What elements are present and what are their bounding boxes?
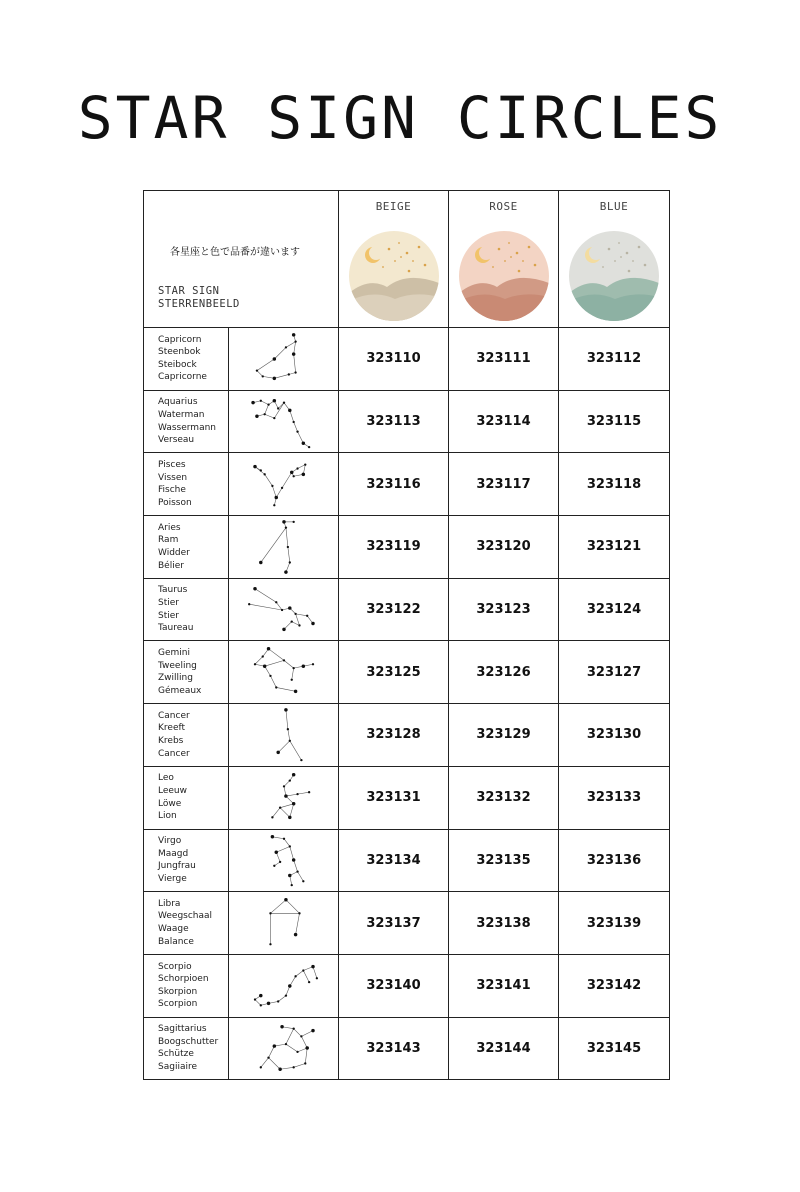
- sign-names-cell: [144, 641, 229, 704]
- sign-name: Stier: [158, 610, 179, 621]
- product-code: 323114: [449, 390, 559, 453]
- constellation-cell: [229, 829, 339, 892]
- product-code: 323138: [449, 892, 559, 955]
- sign-names-cell: [144, 390, 229, 453]
- sign-name: Gemini: [158, 648, 190, 659]
- product-code: 323121: [559, 516, 670, 579]
- sign-names-cell: [144, 578, 229, 641]
- product-code: 323123: [449, 578, 559, 641]
- scorpio-constellation-icon: [234, 957, 334, 1015]
- sign-name: Schorpioen: [158, 974, 209, 985]
- product-code: 323130: [559, 704, 670, 767]
- sign-names-cell: [144, 516, 229, 579]
- product-code: 323143: [339, 1017, 449, 1080]
- sign-name: Zwilling: [158, 673, 193, 684]
- sign-names-cell: [144, 453, 229, 516]
- sign-name: Steibock: [158, 359, 197, 370]
- table-row: [144, 328, 670, 391]
- product-code: 323113: [339, 390, 449, 453]
- header-label-cell: [144, 191, 339, 328]
- rose-circle-image: [459, 231, 549, 321]
- product-code: 323124: [559, 578, 670, 641]
- product-table: [143, 190, 670, 1080]
- sign-name: Widder: [158, 547, 190, 558]
- sign-name: Sagiiaire: [158, 1062, 197, 1072]
- sign-name: Taureau: [158, 623, 194, 634]
- sign-names-cell: [144, 892, 229, 955]
- table-row: [144, 766, 670, 829]
- product-code: 323117: [449, 453, 559, 516]
- sign-names-cell: [144, 704, 229, 767]
- constellation-cell: [229, 704, 339, 767]
- product-code: 323144: [449, 1017, 559, 1080]
- beige-circle-image: [349, 231, 439, 321]
- pisces-constellation-icon: [234, 455, 334, 513]
- aquarius-constellation-icon: [234, 393, 334, 451]
- product-code: 323116: [339, 453, 449, 516]
- taurus-constellation-icon: [234, 581, 334, 639]
- sign-name: Vierge: [158, 873, 187, 884]
- sign-name: Jungfrau: [158, 861, 196, 872]
- product-code: 323140: [339, 954, 449, 1017]
- sign-name: Cancer: [158, 710, 190, 721]
- color-header-blue: [559, 191, 670, 328]
- sign-name: Schütze: [158, 1049, 194, 1060]
- constellation-cell: [229, 954, 339, 1017]
- table-row: [144, 704, 670, 767]
- sign-name: Waterman: [158, 409, 205, 420]
- product-code: 323133: [559, 766, 670, 829]
- blue-circle-image: [569, 231, 659, 321]
- sign-name: Aries: [158, 522, 181, 533]
- product-code: 323137: [339, 892, 449, 955]
- color-name: BLUE: [599, 200, 629, 213]
- color-header-rose: [449, 191, 559, 328]
- sign-name: Scorpio: [158, 961, 192, 972]
- color-name: BEIGE: [375, 200, 412, 213]
- product-code: 323127: [559, 641, 670, 704]
- sign-names-cell: [144, 829, 229, 892]
- product-code: 323115: [559, 390, 670, 453]
- color-header-beige: [339, 191, 449, 328]
- header-row: [144, 191, 670, 328]
- sign-name: Leo: [158, 773, 174, 784]
- constellation-cell: [229, 516, 339, 579]
- sign-name: Vissen: [158, 472, 188, 483]
- product-code: 323132: [449, 766, 559, 829]
- product-code: 323129: [449, 704, 559, 767]
- sign-name: Waage: [158, 924, 189, 935]
- sign-name: Taurus: [158, 585, 188, 596]
- sign-name: Scorpion: [158, 999, 198, 1010]
- table-row: [144, 829, 670, 892]
- sign-names-cell: [144, 1017, 229, 1080]
- constellation-cell: [229, 453, 339, 516]
- product-code: 323112: [559, 328, 670, 391]
- sign-name: Ram: [158, 535, 179, 546]
- product-code: 323141: [449, 954, 559, 1017]
- sign-name: Verseau: [158, 435, 195, 446]
- product-code: 323134: [339, 829, 449, 892]
- table-row: [144, 641, 670, 704]
- sign-name: Wassermann: [158, 422, 216, 433]
- sign-name: Kreeft: [158, 723, 186, 734]
- sign-name: Capricorn: [158, 334, 202, 345]
- sign-name: Gémeaux: [158, 685, 202, 696]
- product-code: 323126: [449, 641, 559, 704]
- product-code: 323128: [339, 704, 449, 767]
- constellation-cell: [229, 766, 339, 829]
- product-code: 323118: [559, 453, 670, 516]
- star-sign-label: STAR SIGN STERRENBEELD: [158, 285, 240, 310]
- leo-constellation-icon: [234, 769, 334, 827]
- sign-names-cell: [144, 766, 229, 829]
- capricorn-constellation-icon: [234, 330, 334, 388]
- constellation-cell: [229, 390, 339, 453]
- gemini-constellation-icon: [234, 643, 334, 701]
- sign-name: Sagittarius: [158, 1024, 207, 1035]
- page-title: STAR SIGN CIRCLES: [77, 84, 723, 152]
- table-row: [144, 1017, 670, 1080]
- constellation-cell: [229, 641, 339, 704]
- japanese-note: 各星座と色で品番が違います: [170, 247, 300, 258]
- table-row: [144, 578, 670, 641]
- product-code: 323110: [339, 328, 449, 391]
- sign-name: Bélier: [158, 560, 184, 571]
- color-name: ROSE: [489, 200, 518, 213]
- table-row: [144, 516, 670, 579]
- sign-name: Stier: [158, 598, 179, 608]
- cancer-constellation-icon: [234, 706, 334, 764]
- constellation-cell: [229, 328, 339, 391]
- product-code: 323125: [339, 641, 449, 704]
- sign-name: Skorpion: [158, 986, 198, 997]
- constellation-cell: [229, 578, 339, 641]
- product-code: 323111: [449, 328, 559, 391]
- sign-name: Maagd: [158, 848, 189, 859]
- sign-name: Leeuw: [158, 786, 187, 797]
- sign-name: Poisson: [158, 497, 192, 508]
- sign-names-cell: [144, 328, 229, 391]
- table-row: [144, 453, 670, 516]
- sign-name: Aquarius: [158, 397, 198, 408]
- product-code: 323131: [339, 766, 449, 829]
- table-row: [144, 892, 670, 955]
- sign-name: Lion: [158, 811, 177, 822]
- constellation-cell: [229, 892, 339, 955]
- product-code: 323119: [339, 516, 449, 579]
- product-code: 323136: [559, 829, 670, 892]
- table-row: [144, 390, 670, 453]
- sign-name: Capricorne: [158, 372, 207, 383]
- virgo-constellation-icon: [234, 831, 334, 889]
- sign-name: Krebs: [158, 735, 184, 746]
- table-row: [144, 954, 670, 1017]
- constellation-cell: [229, 1017, 339, 1080]
- sign-names-cell: [144, 954, 229, 1017]
- product-code: 323122: [339, 578, 449, 641]
- sign-name: Fische: [158, 485, 186, 496]
- sign-name: Tweeling: [158, 660, 197, 671]
- sagittarius-constellation-icon: [234, 1019, 334, 1077]
- product-code: 323139: [559, 892, 670, 955]
- product-code: 323145: [559, 1017, 670, 1080]
- sign-name: Cancer: [158, 748, 190, 759]
- sign-name: Boogschutter: [158, 1036, 219, 1047]
- sign-name: Löwe: [158, 798, 182, 809]
- sign-name: Steenbok: [158, 347, 201, 358]
- product-code: 323135: [449, 829, 559, 892]
- sign-name: Weegschaal: [158, 911, 213, 922]
- libra-constellation-icon: [234, 894, 334, 952]
- product-code: 323142: [559, 954, 670, 1017]
- sign-name: Libra: [158, 898, 181, 909]
- product-code: 323120: [449, 516, 559, 579]
- sign-name: Balance: [158, 936, 194, 947]
- sign-name: Pisces: [158, 460, 186, 471]
- sign-name: Virgo: [158, 836, 182, 847]
- aries-constellation-icon: [234, 518, 334, 576]
